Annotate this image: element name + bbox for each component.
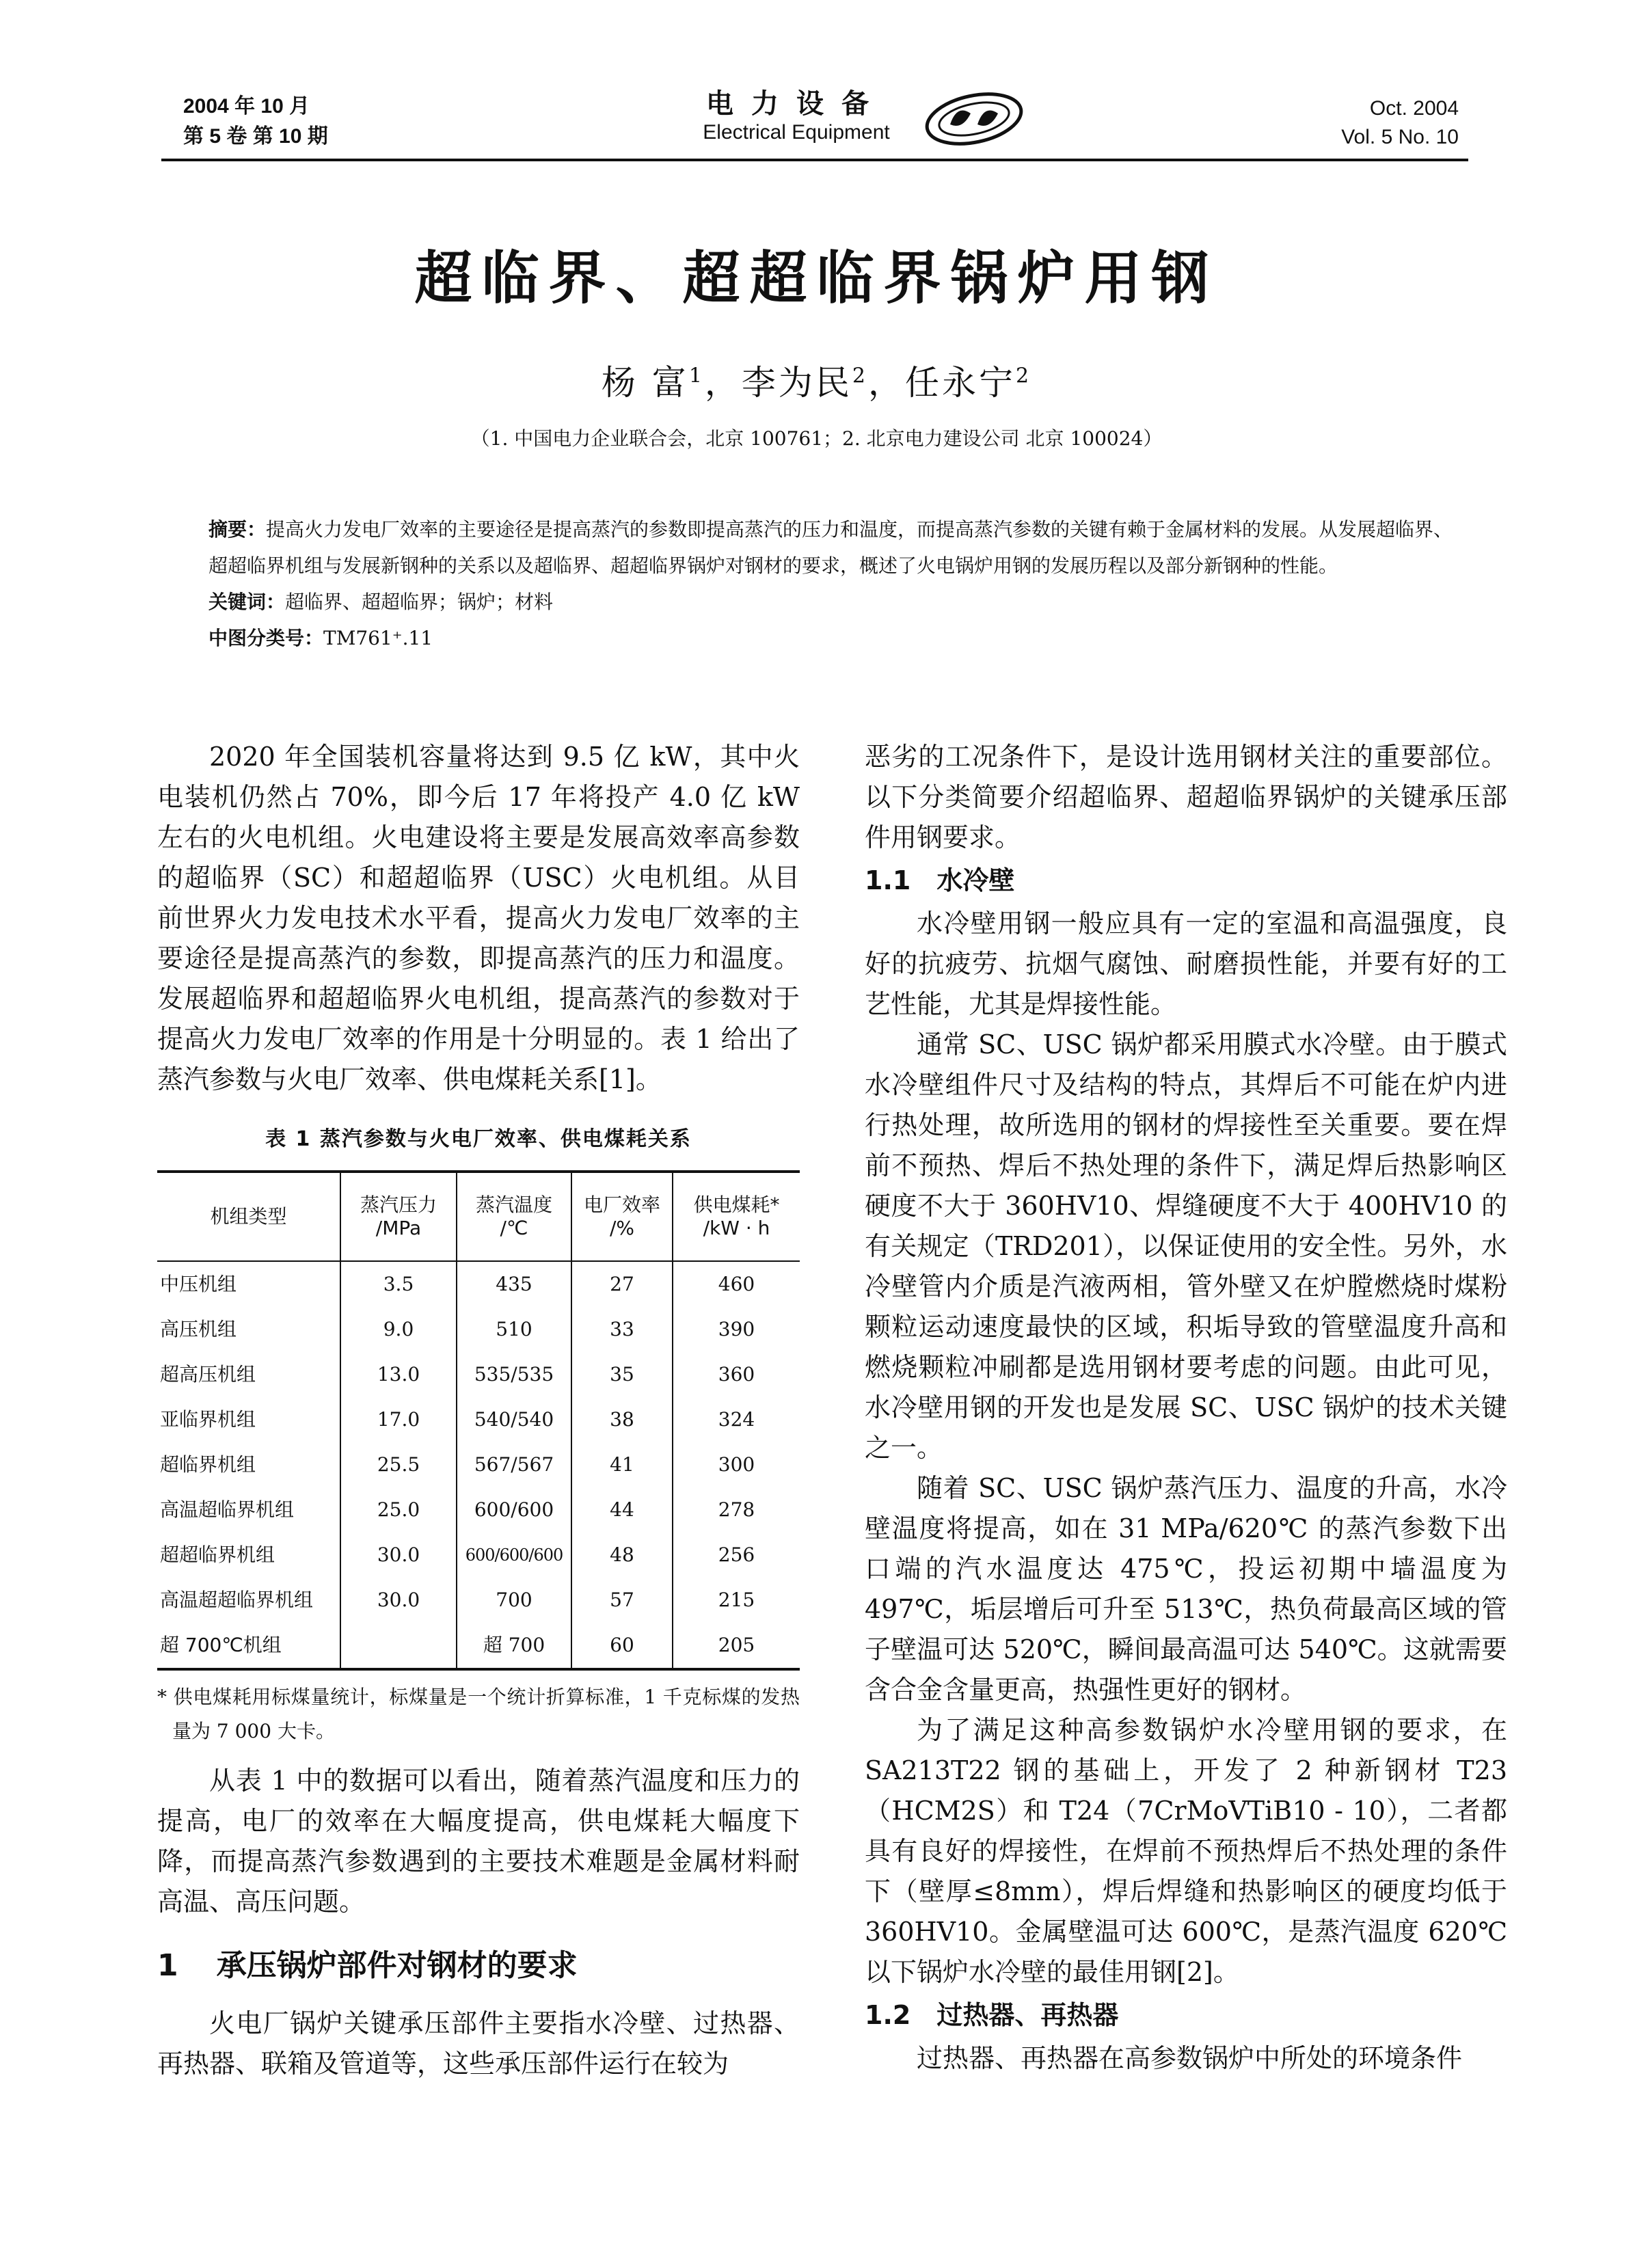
- table-row: [157, 1307, 800, 1352]
- table-cell: 13.0: [340, 1352, 457, 1397]
- table-cell: 33: [571, 1307, 673, 1352]
- table-header-cell: 蒸汽温度 /℃: [457, 1172, 571, 1261]
- header-right: [1341, 94, 1459, 152]
- table-row: [157, 1623, 800, 1669]
- table-row: [157, 1352, 800, 1397]
- table-cell: 25.0: [340, 1487, 457, 1533]
- table-header-cell: 蒸汽压力 /MPa: [340, 1172, 457, 1261]
- header-date-en: Oct. 2004: [1369, 97, 1459, 120]
- section-heading: [157, 1945, 800, 1986]
- table-header-row: [157, 1172, 800, 1261]
- table-cell: 510: [457, 1307, 571, 1352]
- table-cell: 205: [673, 1623, 800, 1669]
- table-cell: 600/600: [457, 1487, 571, 1533]
- table-cell: 30.0: [340, 1533, 457, 1578]
- table-cell: 超超临界机组: [160, 1543, 275, 1566]
- table-cell: 278: [673, 1487, 800, 1533]
- table-header-cell: 电厂效率 /%: [571, 1172, 673, 1261]
- table-row: [157, 1578, 800, 1623]
- header-left: [183, 92, 328, 152]
- table-cell: 亚临界机组: [160, 1408, 256, 1431]
- table-cell: 567/567: [457, 1442, 571, 1487]
- paragraph: 2020 年全国装机容量将达到 9.5 亿 kW，其中火电装机仍然占 70%，即今后 17 年将投产 4.0 亿 kW 左右的火电机组。火电建设将主要是发展高效率高参数的超临界（SC）和超超临界（USC）火电机组。从目前世界火力发电技术水平看，提高火力发电厂效率的主要途径是提高蒸汽的参数，即提高蒸汽的压力和温度。发展超临界和超超临界火电机组，提高蒸汽的参数对于提高火力发电厂效率的作用是十分明显的。表 1 给出了蒸汽参数与火电厂效率、供电煤耗关系[1]。: [157, 742, 800, 1094]
- subsection-number: 1.2: [865, 2000, 911, 2030]
- header-rule: [161, 159, 1468, 161]
- paragraph: 随着 SC、USC 锅炉蒸汽压力、温度的升高，水冷壁温度将提高，如在 31 MPa/620℃ 的蒸汽参数下出口端的汽水温度达 475℃，投运初期中墙温度为 497℃，垢层增后可升至 513℃，热负荷最高区域的管子壁温可达 520℃，瞬间最高温可达 540℃。这就需要含合金含量更高，热强性更好的钢材。: [865, 1473, 1507, 1705]
- table-cell: 高温超超临界机组: [160, 1589, 314, 1611]
- table-row: [157, 1261, 800, 1307]
- table-cell: 324: [673, 1397, 800, 1442]
- table-cell: 360: [673, 1352, 800, 1397]
- header-date-zh: 2004 年 10 月: [183, 95, 310, 118]
- subsection-heading: [865, 1995, 1507, 2036]
- author-list: [0, 355, 1633, 405]
- table-row: [157, 1397, 800, 1442]
- right-column: [865, 737, 1507, 2079]
- paragraph: 恶劣的工况条件下，是设计选用钢材关注的重要部位。以下分类简要介绍超临界、超超临界锅炉的关键承压部件用钢要求。: [865, 742, 1507, 852]
- table-cell: 215: [673, 1578, 800, 1623]
- subsection-title: 水冷壁: [936, 865, 1015, 895]
- author-separator: ，: [868, 363, 905, 403]
- subsection-number: 1.1: [865, 865, 911, 895]
- table-cell: 48: [571, 1533, 673, 1578]
- table-cell: 超 700℃机组: [157, 1623, 340, 1669]
- table-cell: 38: [571, 1397, 673, 1442]
- table-cell: 535/535: [457, 1352, 571, 1397]
- table-cell: 27: [571, 1261, 673, 1307]
- author-affil-mark: 2: [852, 364, 868, 388]
- table-cell: 41: [571, 1442, 673, 1487]
- table-cell: 中压机组: [160, 1273, 237, 1295]
- table-note: * 供电煤耗用标煤量统计，标煤量是一个统计折算标准，1 千克标煤的发热量为 7 000 大卡。: [157, 1686, 800, 1742]
- paragraph: 通常 SC、USC 锅炉都采用膜式水冷壁。由于膜式水冷壁组件尺寸及结构的特点，其焊后不可能在炉内进行热处理，故所选用的钢材的焊接性至关重要。要在焊前不预热、焊后不热处理的条件下，满足焊后热影响区硬度不大于 360HV10、焊缝硬度不大于 400HV10 的有关规定（TRD201），以保证使用的安全性。另外，水冷壁管内介质是汽液两相，管外壁又在炉膛燃烧时煤粉颗粒运动速度最快的区域，积垢导致的管壁温度升高和燃烧颗粒冲刷都是选用钢材要考虑的问题。由此可见，水冷壁用钢的开发也是发展 SC、USC 锅炉的技术关键之一。: [865, 1029, 1507, 1463]
- table-caption: 表 1 蒸汽参数与火电厂效率、供电煤耗关系: [265, 1127, 692, 1151]
- author-name: 杨 富: [601, 363, 689, 403]
- table-cell: 460: [673, 1261, 800, 1307]
- section-number: 1: [157, 1948, 178, 1983]
- abstract-text: 提高火力发电厂效率的主要途径是提高蒸汽的参数即提高蒸汽的压力和温度，而提高蒸汽参数的关键有赖于金属材料的发展。从发展超临界、超超临界机组与发展新钢种的关系以及超临界、超超临界锅炉对钢材的要求，概述了火电锅炉用钢的发展历程以及部分新钢种的性能。: [208, 518, 1453, 577]
- subsection-heading: [865, 861, 1507, 901]
- header-issue-zh: 第 5 卷 第 10 期: [183, 125, 328, 148]
- header-journal: [684, 87, 909, 145]
- table-cell: 256: [673, 1533, 800, 1578]
- paragraph: 过热器、再热器在高参数锅炉中所处的环境条件: [917, 2043, 1463, 2073]
- header-issue-en: Vol. 5 No. 10: [1341, 126, 1459, 148]
- table-cell: 44: [571, 1487, 673, 1533]
- table-cell: 700: [457, 1578, 571, 1623]
- journal-logo-icon: [923, 90, 1025, 148]
- table-cell: 25.5: [340, 1442, 457, 1487]
- table-cell: 35: [571, 1352, 673, 1397]
- table-cell: 300: [673, 1442, 800, 1487]
- table-cell: 435: [457, 1261, 571, 1307]
- table-cell: [340, 1623, 457, 1669]
- table-cell: 30.0: [340, 1578, 457, 1623]
- paragraph: 火电厂锅炉关键承压部件主要指水冷壁、过热器、再热器、联箱及管道等，这些承压部件运行在较为: [157, 2008, 800, 2079]
- paragraph: 水冷壁用钢一般应具有一定的室温和高温强度，良好的抗疲劳、抗烟气腐蚀、耐磨损性能，并要有好的工艺性能，尤其是焊接性能。: [865, 908, 1507, 1019]
- table-header-cell: 供电煤耗* /kW · h: [673, 1172, 800, 1261]
- journal-title-zh: 电力设备: [706, 89, 887, 119]
- table-header-cell: 机组类型: [157, 1172, 340, 1261]
- keywords-label: 关键词：: [208, 591, 286, 613]
- clc-number: [208, 620, 1466, 656]
- table-cell: 超高压机组: [160, 1363, 256, 1386]
- author-affil-mark: 2: [1016, 364, 1032, 388]
- table-row: [157, 1442, 800, 1487]
- clc-text: TM761⁺.11: [323, 627, 433, 649]
- keywords: [208, 584, 1466, 620]
- clc-label: 中图分类号：: [208, 627, 324, 649]
- abstract: [208, 511, 1466, 584]
- table-cell: 540/540: [457, 1397, 571, 1442]
- author-name: 李为民: [741, 363, 852, 403]
- table-cell: 17.0: [340, 1397, 457, 1442]
- author-affil-mark: 1: [688, 364, 705, 388]
- table-cell: 600/600/600: [457, 1533, 571, 1578]
- table-cell: 高温超临界机组: [160, 1498, 295, 1521]
- table-cell: 3.5: [340, 1261, 457, 1307]
- author-name: 任永宁: [905, 363, 1016, 403]
- journal-title-en: Electrical Equipment: [703, 121, 890, 144]
- data-table: [157, 1170, 800, 1671]
- paragraph: 为了满足这种高参数锅炉水冷壁用钢的要求，在 SA213T22 钢的基础上，开发了 2 种新钢材 T23（HCM2S）和 T24（7CrMoVTiB10 - 10），二者都具有良好的焊接性，在焊前不预热焊后不热处理的条件下（壁厚≤8mm），焊后焊缝和热影响区的硬度均低于 360HV10。金属壁温可达 600℃，是蒸汽温度 620℃ 以下锅炉水冷壁的最佳用钢[2]。: [865, 1715, 1507, 1987]
- table-cell: 60: [571, 1623, 673, 1669]
- table-cell: 9.0: [340, 1307, 457, 1352]
- left-column: [157, 737, 800, 2084]
- table-cell: 390: [673, 1307, 800, 1352]
- affiliations: （1. 中国电力企业联合会，北京 100761；2. 北京电力建设公司 北京 100024）: [470, 427, 1163, 450]
- subsection-title: 过热器、再热器: [936, 2000, 1119, 2030]
- table-cell: 高压机组: [160, 1318, 237, 1340]
- abstract-label: 摘要：: [208, 518, 267, 541]
- table-row: [157, 1487, 800, 1533]
- paper-title: 超临界、超超临界锅炉用钢: [414, 245, 1219, 312]
- abstract-block: [208, 511, 1466, 656]
- author-separator: ，: [704, 363, 742, 403]
- table-row: [157, 1533, 800, 1578]
- table-cell: 超 700: [457, 1623, 571, 1669]
- keywords-text: 超临界、超超临界；锅炉；材料: [285, 591, 554, 613]
- section-title: 承压锅炉部件对钢材的要求: [216, 1948, 578, 1983]
- paragraph: 从表 1 中的数据可以看出，随着蒸汽温度和压力的提高，电厂的效率在大幅度提高，供电煤耗大幅度下降，而提高蒸汽参数遇到的主要技术难题是金属材料耐高温、高压问题。: [157, 1766, 800, 1917]
- table-cell: 57: [571, 1578, 673, 1623]
- table-cell: 超临界机组: [160, 1453, 256, 1476]
